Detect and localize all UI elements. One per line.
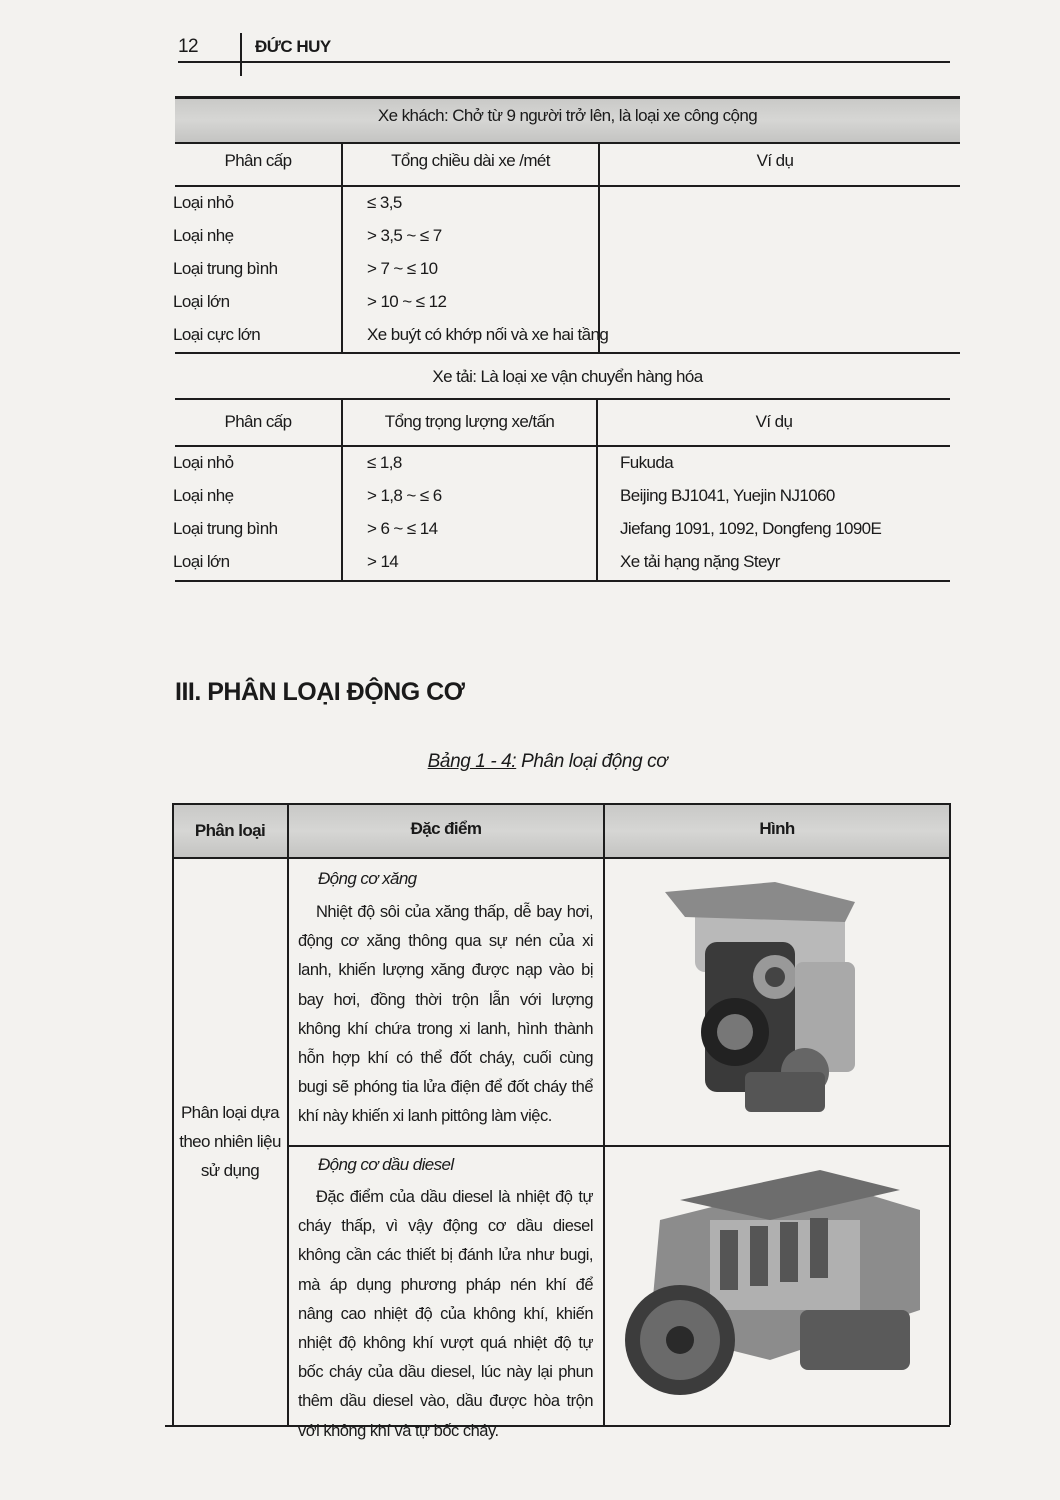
rule [173,803,950,805]
table-cell: Beijing BJ1041, Yuejin NJ1060 [620,486,835,505]
table-cell: > 10 ~ ≤ 12 [367,292,447,311]
rule [175,142,960,144]
engine-description-text: Nhiệt độ sôi của xăng thấp, dễ bay hơi, động cơ xăng thông qua sự nén của xi lanh, khiến lượng xăng được nạp vào bị bay hơi, đồng thời trộn lẫn với lượng không khí chứa trong xi lanh, hình thành hỗn hợp khí có thể đốt cháy, cuối cùng bugi sẽ phóng tia lửa điện để đốt cháy thể khí này khiến xi lanh pittông làm việc. [298,903,593,1126]
column-header: Phân loại [194,821,266,840]
header-divider [240,33,242,76]
author-name: ĐỨC HUY [255,37,331,56]
page-number: 12 [178,36,198,57]
column-header: Ví dụ [755,412,793,431]
caption-label: Bảng 1 - 4: [427,751,517,772]
table-cell: Loại trung bình [173,259,278,278]
table-cell: Loại nhỏ [173,193,234,212]
rule [173,857,950,859]
column-header: Ví dụ [756,151,794,170]
rule [175,445,950,447]
table-cell: Loại nhẹ [173,486,234,505]
rule [288,1145,950,1147]
column-header: Hình [759,819,795,838]
table-cell: > 6 ~ ≤ 14 [367,519,438,538]
column-header: Phân cấp [224,151,292,170]
rule [175,185,960,187]
rule [175,96,960,99]
table-cell: Loại cực lớn [173,325,261,344]
table-cell: > 7 ~ ≤ 10 [367,259,438,278]
column-header: Tổng trọng lượng xe/tấn [384,412,555,431]
bus-table-title: Xe khách: Chở từ 9 người trở lên, là loại xe công cộng [377,106,758,125]
engine-description [298,898,593,1132]
column-divider [287,803,289,1425]
table-cell: Loại lớn [173,292,230,311]
table-cell: ≤ 3,5 [367,193,402,212]
table-cell: > 3,5 ~ ≤ 7 [367,226,442,245]
rule [175,580,950,582]
table-cell: > 14 [367,552,399,571]
table-cell: Xe buýt có khớp nối và xe hai tầng [367,325,609,344]
column-header: Phân cấp [224,412,292,431]
table-cell: Jiefang 1091, 1092, Dongfeng 1090E [620,519,882,538]
table-cell: > 1,8 ~ ≤ 6 [367,486,442,505]
table-cell: Loại trung bình [173,519,278,538]
diesel-engine-image [620,1160,935,1415]
column-divider [598,142,600,352]
table-cell: Loại lớn [173,552,230,571]
table-cell: Fukuda [620,453,674,472]
table-cell: ≤ 1,8 [367,453,402,472]
engine-subtitle: Động cơ xăng [318,869,417,888]
column-header: Tổng chiều dài xe /mét [391,151,550,170]
rule [175,398,950,400]
rule [175,352,960,354]
gasoline-engine-image [655,872,910,1127]
column-divider [341,142,343,352]
table-border [172,803,174,1425]
table-border [949,803,951,1425]
category-cell: Phân loại dựa theo nhiên liệu sử dụng [179,1103,281,1180]
caption-text: Phân loại động cơ [521,751,668,772]
table-cell: Loại nhỏ [173,453,234,472]
column-header: Đặc điểm [410,819,482,838]
engine-description [298,1183,593,1446]
truck-table-title: Xe tải: Là loại xe vận chuyển hàng hóa [432,367,703,386]
column-divider [603,803,605,1425]
table-caption [175,751,920,773]
engine-description-text: Đặc điểm của dầu diesel là nhiệt độ tự cháy thấp, vì vậy động cơ dầu diesel không cần các thiết bị đánh lửa như bugi, mà áp dụng phương pháp nén khí để nâng cao nhiệt độ của không khí, khiến nhiệt độ không khí vượt quá nhiệt độ tự bốc cháy của dầu diesel, lúc này lại phun thêm dầu diesel vào, dầu được hòa trộn với không khí và tự bốc cháy. [298,1188,593,1440]
header-rule [178,61,950,63]
table-cell: Xe tải hạng nặng Steyr [620,552,780,571]
section-heading: III. PHÂN LOẠI ĐỘNG CƠ [175,678,465,706]
table-cell: Loại nhẹ [173,226,234,245]
engine-subtitle: Động cơ dầu diesel [318,1155,454,1174]
